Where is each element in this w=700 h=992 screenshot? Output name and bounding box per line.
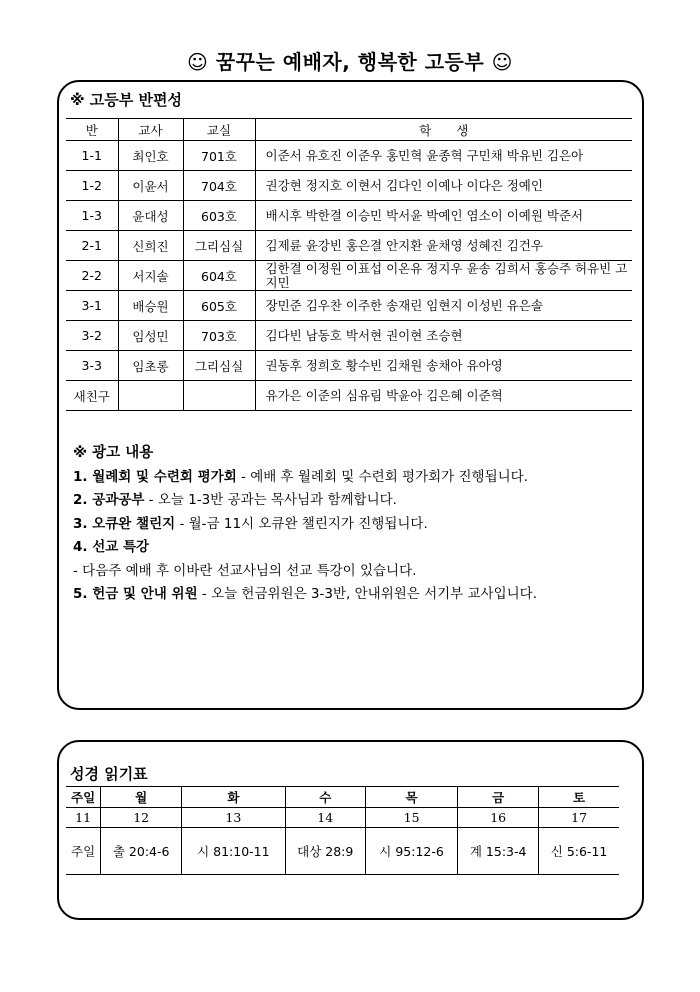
reference-cell: 시 81:10-11 <box>182 828 285 875</box>
room-cell: 704호 <box>183 171 255 201</box>
teacher-cell: 이윤서 <box>118 171 183 201</box>
roster-row <box>66 351 632 381</box>
class-cell: 1-2 <box>66 171 118 201</box>
header-class: 반 <box>66 119 118 141</box>
class-cell: 3-1 <box>66 291 118 321</box>
announcement-item <box>73 513 633 537</box>
reading-plan-heading: 성경 읽기표 <box>70 765 148 783</box>
teacher-cell: 신희진 <box>118 231 183 261</box>
roster-row <box>66 261 632 291</box>
announcement-text: - 다음주 예배 후 이바란 선교사님의 선교 특강이 있습니다. <box>73 562 417 579</box>
announcement-item <box>73 536 633 560</box>
class-cell: 2-2 <box>66 261 118 291</box>
room-cell: 701호 <box>183 141 255 171</box>
students-cell: 김제륜 윤강빈 홍은결 안지환 윤채영 성혜진 김건우 <box>255 231 632 261</box>
roster-heading: ※ 고등부 반편성 <box>70 91 182 109</box>
reading-refs-row <box>66 828 619 875</box>
announcement-item <box>73 466 633 490</box>
room-cell: 605호 <box>183 291 255 321</box>
roster-row <box>66 321 632 351</box>
day-cell: 화 <box>182 787 285 808</box>
date-cell: 11 <box>66 808 101 828</box>
class-cell: 3-2 <box>66 321 118 351</box>
teacher-cell: 윤대성 <box>118 201 183 231</box>
date-cell: 14 <box>285 808 365 828</box>
announcement-item <box>73 583 633 607</box>
header-students: 학 생 <box>255 119 632 141</box>
announcement-title: 1. 월례회 및 수련회 평가회 <box>73 468 237 485</box>
page-title: ☺ 꿈꾸는 예배자, 행복한 고등부 ☺ <box>187 50 513 74</box>
class-cell: 1-3 <box>66 201 118 231</box>
roster-row <box>66 171 632 201</box>
roster-header-row <box>66 119 632 141</box>
announcement-text: - 예배 후 월례회 및 수련회 평가회가 진행됩니다. <box>236 468 529 485</box>
date-cell: 12 <box>101 808 182 828</box>
announcement-text: - 오늘 1-3반 공과는 목사님과 함께합니다. <box>144 492 397 508</box>
room-cell: 그리심실 <box>183 231 255 261</box>
class-cell: 1-1 <box>66 141 118 171</box>
reading-dates-row <box>66 808 619 828</box>
reading-days-row <box>66 787 619 808</box>
announcement-item <box>73 489 633 513</box>
students-cell: 장민준 김우찬 이주한 송재린 임현지 이성빈 유은솔 <box>255 291 632 321</box>
students-cell: 김한결 이정원 이표섭 이온유 정지우 윤송 김희서 홍승주 허유빈 고지민 <box>255 261 632 291</box>
day-cell: 수 <box>285 787 365 808</box>
students-cell: 유가은 이준의 심유림 박윤아 김은혜 이준혁 <box>255 381 632 411</box>
class-cell: 새친구 <box>66 381 118 411</box>
class-roster-table <box>66 118 632 411</box>
announcement-title: 3. 오큐완 챌린지 <box>73 515 176 532</box>
class-cell: 3-3 <box>66 351 118 381</box>
teacher-cell: 임초롱 <box>118 351 183 381</box>
roster-row <box>66 381 632 411</box>
announcement-title: 4. 선교 특강 <box>73 539 150 555</box>
reference-cell: 주일 <box>66 828 101 875</box>
teacher-cell: 서지솔 <box>118 261 183 291</box>
day-cell: 토 <box>539 787 619 808</box>
roster-row <box>66 231 632 261</box>
day-cell: 주일 <box>66 787 101 808</box>
students-cell: 권강현 정지호 이현서 김다인 이예나 이다은 정예인 <box>255 171 632 201</box>
room-cell <box>183 381 255 411</box>
teacher-cell: 배승원 <box>118 291 183 321</box>
teacher-cell: 최인호 <box>118 141 183 171</box>
room-cell: 604호 <box>183 261 255 291</box>
roster-row <box>66 141 632 171</box>
students-cell: 이준서 유호진 이준우 홍민혁 윤종혁 구민채 박유빈 김은아 <box>255 141 632 171</box>
reference-cell: 출 20:4-6 <box>101 828 182 875</box>
day-cell: 목 <box>365 787 457 808</box>
announcement-item <box>73 560 633 584</box>
header-teacher: 교사 <box>118 119 183 141</box>
announcements <box>73 442 633 607</box>
announcement-title: 2. 공과공부 <box>73 492 145 508</box>
room-cell: 703호 <box>183 321 255 351</box>
students-cell: 권동후 정희호 황수빈 김채원 송채아 유아영 <box>255 351 632 381</box>
reference-cell: 계 15:3-4 <box>458 828 539 875</box>
teacher-cell <box>118 381 183 411</box>
class-cell: 2-1 <box>66 231 118 261</box>
announcement-text: - 월-금 11시 오큐완 챌린지가 진행됩니다. <box>175 515 428 532</box>
date-cell: 17 <box>539 808 619 828</box>
room-cell: 603호 <box>183 201 255 231</box>
students-cell: 김다빈 남동호 박서현 권이현 조승현 <box>255 321 632 351</box>
teacher-cell: 임성민 <box>118 321 183 351</box>
students-cell: 배시후 박한결 이승민 박서윤 박예인 염소이 이예원 박준서 <box>255 201 632 231</box>
day-cell: 월 <box>101 787 182 808</box>
roster-row <box>66 201 632 231</box>
reading-plan-table <box>66 786 619 875</box>
date-cell: 13 <box>182 808 285 828</box>
announcement-title: 5. 헌금 및 안내 위원 <box>73 586 198 602</box>
date-cell: 15 <box>365 808 457 828</box>
header-room: 교실 <box>183 119 255 141</box>
date-cell: 16 <box>458 808 539 828</box>
announcement-text: - 오늘 헌금위원은 3-3반, 안내위원은 서기부 교사입니다. <box>197 586 538 602</box>
room-cell: 그리심실 <box>183 351 255 381</box>
reference-cell: 신 5:6-11 <box>539 828 619 875</box>
announcements-heading: ※ 광고 내용 <box>73 445 154 461</box>
day-cell: 금 <box>458 787 539 808</box>
reference-cell: 대상 28:9 <box>285 828 365 875</box>
roster-row <box>66 291 632 321</box>
reference-cell: 시 95:12-6 <box>365 828 457 875</box>
